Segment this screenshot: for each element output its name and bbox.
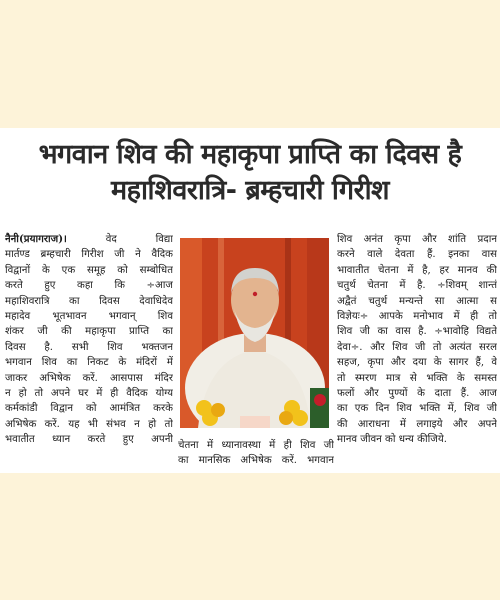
article-line: विद्वानों के एक समूह को सम्बोधित	[5, 264, 173, 276]
article-line: का एक दिन शिव भक्ति में, शिव जी	[337, 403, 497, 415]
portrait-photo	[180, 238, 329, 428]
article-line: सहज, कृपा और दया के सागर हैं, वे	[337, 357, 497, 369]
article-line: करते हुए कहा कि ÷आज	[5, 280, 173, 292]
article-line	[5, 232, 173, 247]
article-line: न हो तो अपने घर में ही वैदिक योग्य	[5, 388, 173, 400]
article-line: अद्वैतं चतुर्थ मन्यन्ते सा आत्मा स	[337, 295, 497, 307]
article-line: भावातीत चेतना में है, हर मानव की	[337, 264, 497, 276]
article-line-text: वेद विद्या	[105, 234, 173, 245]
article-line: तो स्मरण मात्र से भक्ति के समस्त	[337, 372, 497, 384]
article-line: महाशिवरात्रि का दिवस देवाधिदेव	[5, 295, 173, 307]
article-line: करने वाले देवता हैं. इनका वास	[337, 249, 497, 261]
article-line: मानव जीवन को धन्य कीजिये.	[337, 434, 447, 446]
newspaper-clipping	[0, 128, 500, 473]
article-line: देवा÷. और शिव जी तो अत्यंत सरल	[337, 341, 497, 353]
article-line: फलों और पुण्यों के दाता हैं. आज	[337, 388, 497, 400]
article-line: अभिषेक करें. यह भी संभव न हो तो	[5, 418, 173, 430]
article-line: मार्तण्ड ब्रम्हचारी गिरीश जी ने वैदिक	[5, 249, 173, 261]
article-line: भवातीत ध्यान करते हुए अपनी	[5, 434, 173, 446]
article-line: का मानसिक अभिषेक करें. भगवान	[178, 455, 334, 467]
article-column-left	[5, 232, 173, 448]
article-line: चेतना में ध्यानावस्था में ही शिव जी	[178, 440, 334, 451]
article-column-middle	[178, 438, 334, 469]
portrait-illustration	[180, 238, 329, 428]
article-line: विज्ञेयः÷ आपके मनोभाव में ही तो	[337, 311, 497, 323]
article-line: चतुर्थ चेतना में है. ÷शिवम् शान्तं	[337, 280, 497, 292]
article-line: भगवान शिव का निकट के मंदिरों में	[5, 357, 173, 369]
headline-line-2: महाशिवरात्रि- ब्रम्हचारी गिरीश	[111, 175, 389, 206]
article-line: महादेव भूतभावन भगवान् शिव	[5, 311, 173, 323]
article-line: दिवस है. सभी शिव भक्तजन	[5, 341, 173, 353]
article-line: शिव अनंत कृपा और शांति प्रदान	[337, 234, 497, 245]
article-line: कर्मकांडी विद्वान को आमंत्रित करके	[5, 403, 173, 415]
article-column-right	[337, 232, 497, 448]
article-line: जाकर अभिषेक करें. आसपास मंदिर	[5, 372, 173, 384]
article-line: शिव जी का वास है. ÷भावोहि विद्यते	[337, 326, 497, 338]
article-line: की आराधना में लगाइये और अपने	[337, 418, 497, 430]
article-line: शंकर जी की महाकृपा प्राप्ति का	[5, 326, 173, 338]
headline-line-1: भगवान शिव की महाकृपा प्राप्ति का दिवस है	[38, 139, 462, 170]
dateline: नैनी(प्रयागराज)।	[5, 233, 67, 245]
